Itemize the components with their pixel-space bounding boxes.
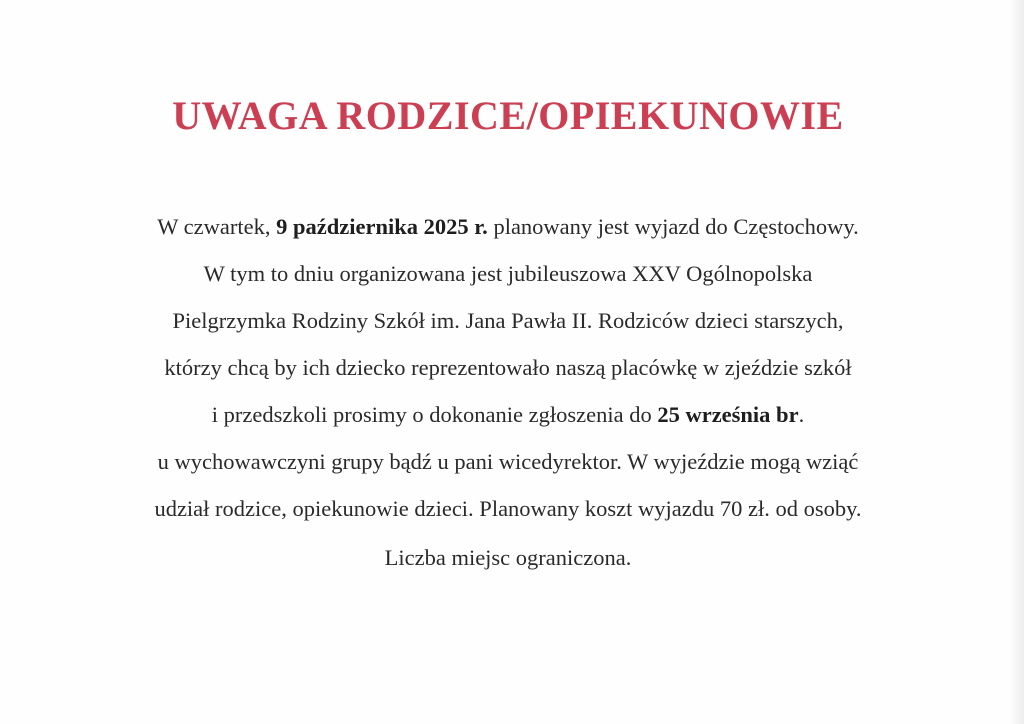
- notice-line-1: [0, 203, 1016, 250]
- notice-line-limited-places: Liczba miejsc ograniczona.: [384, 545, 632, 570]
- notice-title: UWAGA RODZICE/OPIEKUNOWIE: [172, 93, 844, 138]
- line-text: i przedszkoli prosimy o dokonanie zgłoszenia do: [211, 402, 658, 427]
- notice-line-7: udział rodzice, opiekunowie dzieci. Planowany koszt wyjazdu 70 zł. od osoby.: [154, 496, 862, 521]
- registration-deadline: 25 września br: [657, 402, 799, 427]
- notice-body: [0, 203, 1016, 581]
- line-text: W czwartek,: [157, 214, 277, 239]
- trip-date: 9 października 2025 r.: [276, 214, 488, 239]
- notice-line-2: W tym to dniu organizowana jest jubileuszowa XXV Ogólnopolska: [203, 261, 813, 286]
- notice-line-3: Pielgrzymka Rodziny Szkół im. Jana Pawła II. Rodziców dzieci starszych,: [172, 308, 844, 333]
- line-text: planowany jest wyjazd do Częstochowy.: [487, 214, 859, 239]
- notice-line-6: u wychowawczyni grupy bądź u pani wicedyrektor. W wyjeździe mogą wziąć: [157, 449, 859, 474]
- notice-line-5: [0, 391, 1016, 438]
- line-text: .: [798, 402, 805, 427]
- notice-line-4: którzy chcą by ich dziecko reprezentowało naszą placówkę w zjeździe szkół: [164, 355, 852, 380]
